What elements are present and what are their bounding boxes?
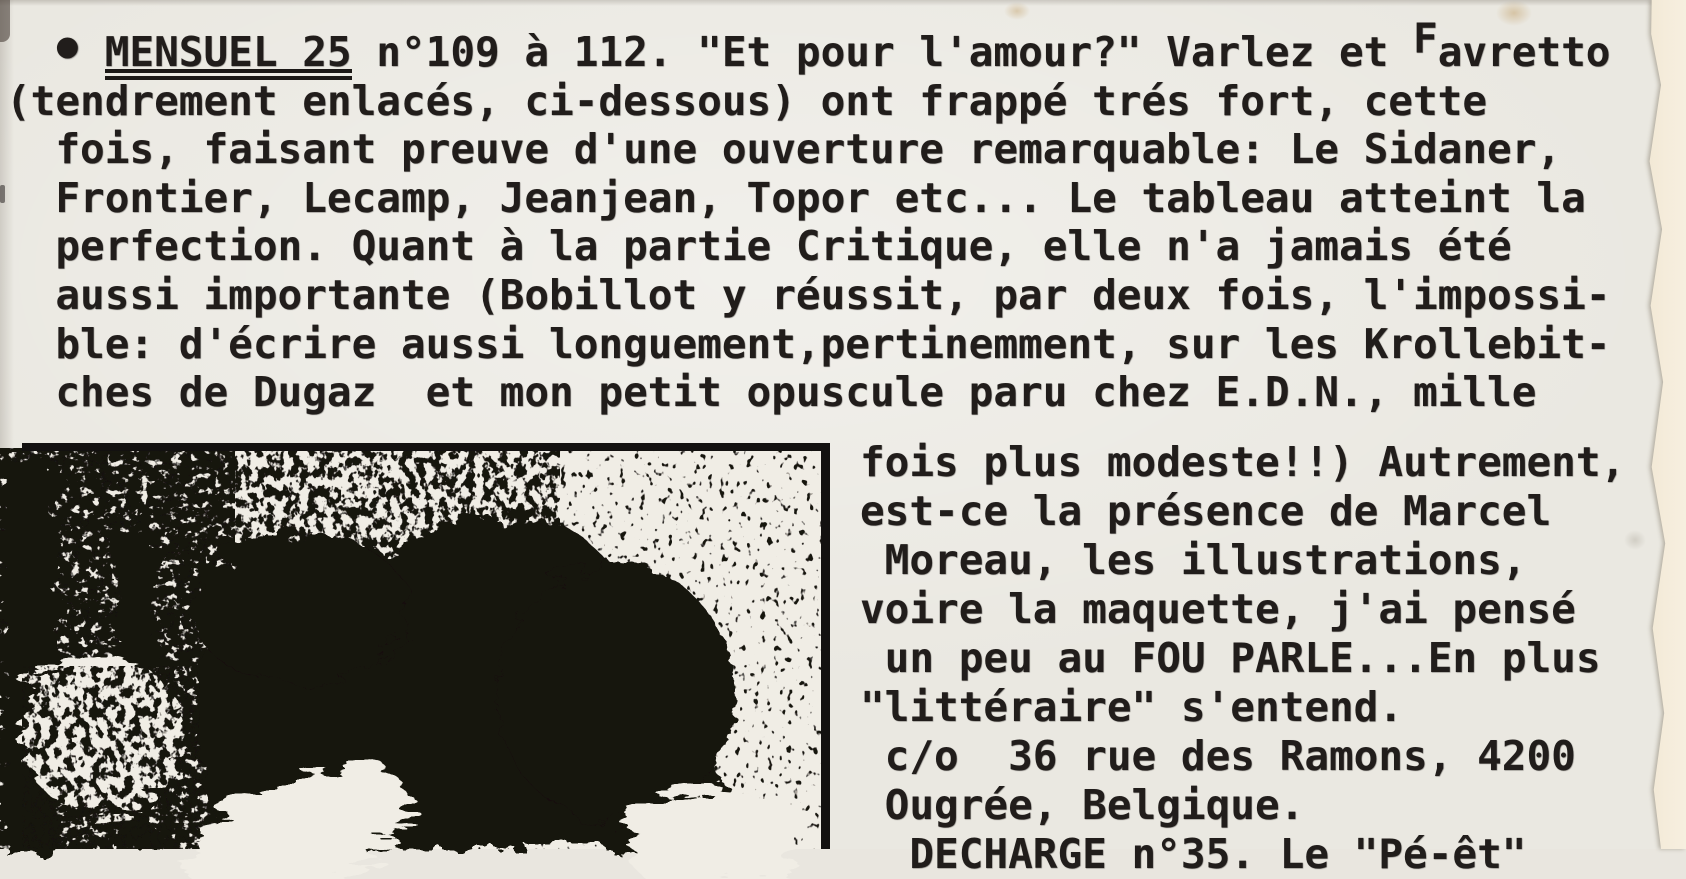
text-line <box>6 320 1611 369</box>
text-segment-plain: c/o 36 rue des Ramons, 4200 <box>860 732 1576 780</box>
text-segment-plain: perfection. Quant à la partie Critique, elle n'a jamais été <box>6 222 1512 271</box>
text-line <box>860 732 1625 781</box>
text-segment-plain: (tendrement enlacés, ci-dessous) ont frappé trés fort, cette <box>6 76 1488 125</box>
text-line <box>860 585 1625 634</box>
text-segment-underline: MENSUEL 25 <box>105 28 352 80</box>
text-line <box>6 368 1611 417</box>
text-segment-plain: Ougrée, Belgique. <box>860 781 1305 829</box>
text-line <box>6 125 1611 174</box>
text-line <box>860 487 1625 536</box>
torn-page-edge <box>1634 0 1686 849</box>
photo-flower-speckle <box>22 666 200 849</box>
text-segment-plain: est-ce la présence de Marcel <box>860 487 1552 535</box>
text-segment-bullet: • <box>49 14 86 85</box>
photo-frame-top <box>22 443 830 451</box>
text-segment-plain <box>6 28 55 76</box>
torn-edge-paper <box>1634 0 1686 849</box>
text-line <box>860 536 1625 585</box>
text-segment-plain: "littéraire" s'entend. <box>860 683 1404 731</box>
text-segment-plain: ches de Dugaz et mon petit opuscule paru chez E.D.N., mille <box>6 368 1537 417</box>
text-line <box>860 683 1625 732</box>
text-segment-plain: ble: d'écrire aussi longuement,pertinemment, sur les Krollebit- <box>6 319 1611 368</box>
text-segment-plain: Moreau, les illustrations, <box>860 536 1527 584</box>
text-line <box>860 634 1625 683</box>
text-segment-plain: aussi importante (Bobillot y réussit, par deux fois, l'impossi- <box>6 270 1611 319</box>
text-segment-plain: fois plus modeste!!) Autrement, <box>860 438 1626 486</box>
text-segment-plain: avretto <box>1437 28 1611 76</box>
text-line <box>6 222 1611 271</box>
text-line <box>6 77 1611 126</box>
text-line <box>6 174 1611 223</box>
photo-frame-right <box>821 449 830 849</box>
text-line <box>6 14 1611 85</box>
text-segment-plain: un peu au FOU PARLE...En plus <box>860 634 1601 682</box>
text-segment-plain: Frontier, Lecamp, Jeanjean, Topor etc... Le tableau atteint la <box>6 173 1586 222</box>
body-text <box>6 14 1611 417</box>
text-line <box>860 438 1625 487</box>
text-line <box>860 830 1625 879</box>
text-segment-sup: F <box>1413 14 1438 63</box>
text-segment-plain: voire la maquette, j'ai pensé <box>860 585 1576 633</box>
paper-stain <box>1496 0 1532 26</box>
text-segment-plain: fois, faisant preuve d'une ouverture remarquable: Le Sidaner, <box>6 125 1562 174</box>
text-line <box>6 271 1611 320</box>
text-segment-plain: DECHARGE n°35. Le "Pé-êt" <box>860 830 1527 878</box>
scan-corner-mark <box>0 0 10 42</box>
paper-stain <box>1004 2 1030 20</box>
text-line <box>860 781 1625 830</box>
embraced-couple-photo <box>0 438 836 849</box>
text-segment-plain: n°109 à 112. "Et pour l'amour?" Varlez et <box>351 28 1414 76</box>
right-column-text <box>860 438 1625 879</box>
scan-edge-speck <box>0 185 5 203</box>
